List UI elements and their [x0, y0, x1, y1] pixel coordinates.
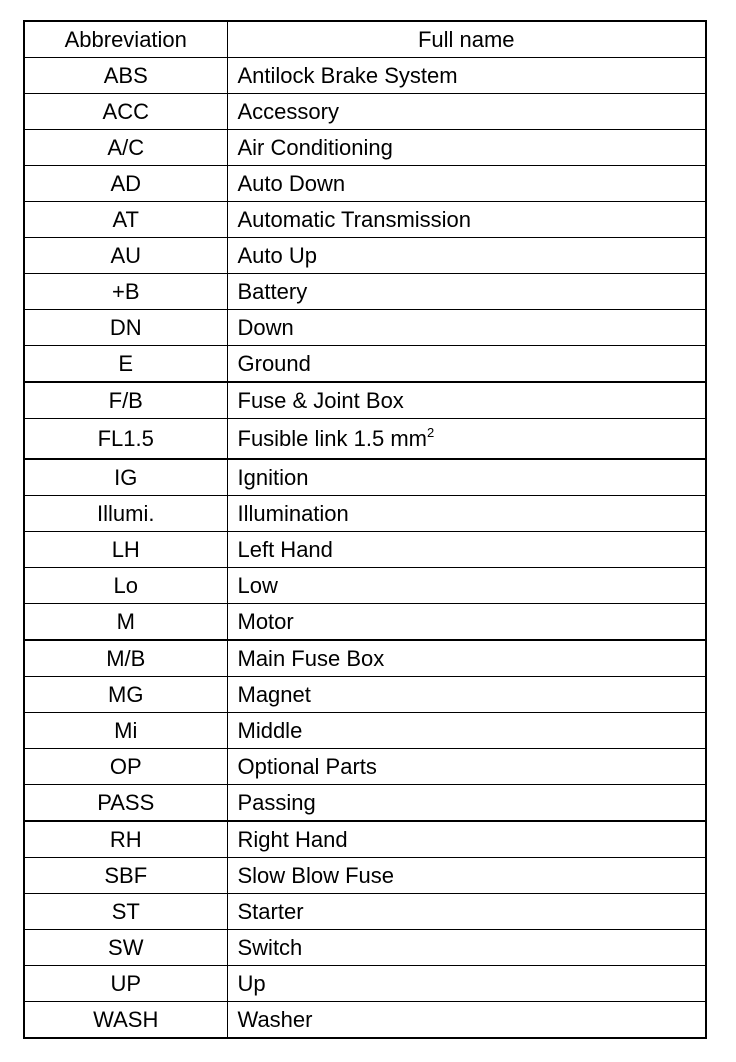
- full-name-cell: Left Hand: [227, 532, 706, 568]
- abbreviation-cell: A/C: [24, 130, 227, 166]
- table-row: [24, 858, 706, 894]
- table-row: [24, 346, 706, 383]
- full-name-cell: Up: [227, 966, 706, 1002]
- abbreviation-cell: Lo: [24, 568, 227, 604]
- full-name-cell: Air Conditioning: [227, 130, 706, 166]
- full-name-cell: Middle: [227, 713, 706, 749]
- abbreviation-cell: M: [24, 604, 227, 641]
- abbreviation-cell: Mi: [24, 713, 227, 749]
- abbreviation-cell: SW: [24, 930, 227, 966]
- abbreviation-cell: ST: [24, 894, 227, 930]
- abbreviation-cell: AU: [24, 238, 227, 274]
- table-row: [24, 94, 706, 130]
- table-row: [24, 640, 706, 677]
- full-name-text: Fusible link 1.5 mm: [237, 425, 428, 451]
- table-row: [24, 785, 706, 822]
- abbreviation-cell: OP: [24, 749, 227, 785]
- table-row: [24, 459, 706, 496]
- abbreviation-cell: PASS: [24, 785, 227, 822]
- full-name-cell: Ground: [227, 346, 706, 383]
- full-name-cell: Right Hand: [227, 821, 706, 858]
- abbreviation-cell: RH: [24, 821, 227, 858]
- abbreviation-cell: FL1.5: [24, 419, 227, 460]
- full-name-cell: Automatic Transmission: [227, 202, 706, 238]
- full-name-cell: [227, 419, 706, 460]
- abbreviation-cell: WASH: [24, 1002, 227, 1039]
- table-row: [24, 496, 706, 532]
- table-body: [24, 58, 706, 1039]
- table-row: [24, 310, 706, 346]
- full-name-cell: Auto Down: [227, 166, 706, 202]
- abbreviation-cell: F/B: [24, 382, 227, 419]
- table-row: [24, 238, 706, 274]
- table-row: [24, 713, 706, 749]
- table-row: [24, 930, 706, 966]
- table-row: [24, 166, 706, 202]
- superscript: 2: [427, 424, 435, 440]
- abbreviation-cell: M/B: [24, 640, 227, 677]
- abbreviation-cell: ACC: [24, 94, 227, 130]
- table-row: [24, 1002, 706, 1039]
- abbreviation-cell: MG: [24, 677, 227, 713]
- abbreviation-cell: SBF: [24, 858, 227, 894]
- table-row: [24, 677, 706, 713]
- table-row: [24, 749, 706, 785]
- abbreviation-cell: E: [24, 346, 227, 383]
- header-full-name: Full name: [227, 21, 706, 58]
- table-row: [24, 821, 706, 858]
- abbreviation-cell: Illumi.: [24, 496, 227, 532]
- full-name-cell: Switch: [227, 930, 706, 966]
- abbreviation-cell: ABS: [24, 58, 227, 94]
- full-name-cell: Down: [227, 310, 706, 346]
- abbreviation-cell: AD: [24, 166, 227, 202]
- table-row: [24, 568, 706, 604]
- table-row: [24, 58, 706, 94]
- full-name-cell: Illumination: [227, 496, 706, 532]
- full-name-cell: Antilock Brake System: [227, 58, 706, 94]
- table-row: [24, 604, 706, 641]
- table-row: [24, 274, 706, 310]
- abbreviation-cell: LH: [24, 532, 227, 568]
- full-name-cell: Starter: [227, 894, 706, 930]
- abbreviation-cell: +B: [24, 274, 227, 310]
- table-row: [24, 202, 706, 238]
- full-name-cell: Motor: [227, 604, 706, 641]
- full-name-cell: Optional Parts: [227, 749, 706, 785]
- table-row: [24, 966, 706, 1002]
- full-name-cell: Battery: [227, 274, 706, 310]
- table-row: [24, 419, 706, 460]
- abbreviation-cell: IG: [24, 459, 227, 496]
- abbreviation-cell: UP: [24, 966, 227, 1002]
- header-abbreviation: Abbreviation: [24, 21, 227, 58]
- table-row: [24, 532, 706, 568]
- table-row: [24, 382, 706, 419]
- full-name-cell: Magnet: [227, 677, 706, 713]
- full-name-cell: Auto Up: [227, 238, 706, 274]
- full-name-cell: Slow Blow Fuse: [227, 858, 706, 894]
- table-row: [24, 894, 706, 930]
- full-name-cell: Low: [227, 568, 706, 604]
- full-name-cell: Passing: [227, 785, 706, 822]
- abbreviation-table: [23, 20, 707, 1039]
- full-name-cell: Ignition: [227, 459, 706, 496]
- abbreviation-cell: AT: [24, 202, 227, 238]
- full-name-cell: Main Fuse Box: [227, 640, 706, 677]
- abbreviation-cell: DN: [24, 310, 227, 346]
- full-name-cell: Fuse & Joint Box: [227, 382, 706, 419]
- table-header-row: [24, 21, 706, 58]
- full-name-cell: Washer: [227, 1002, 706, 1039]
- full-name-cell: Accessory: [227, 94, 706, 130]
- table-row: [24, 130, 706, 166]
